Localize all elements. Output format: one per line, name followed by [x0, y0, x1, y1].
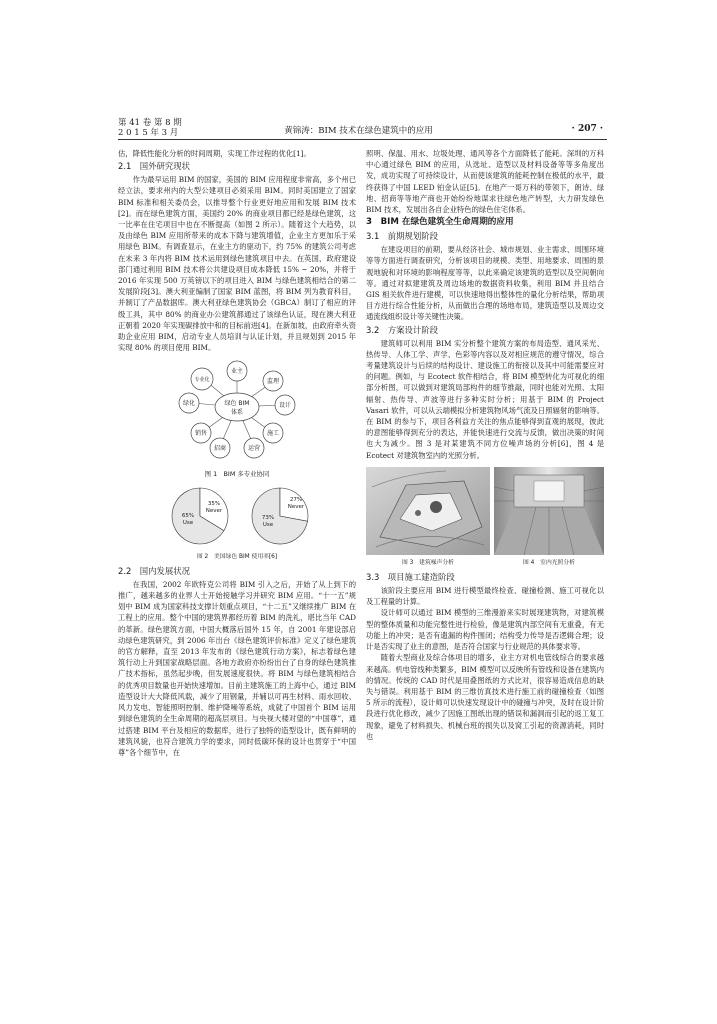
pie2-never-label: Never	[287, 503, 305, 510]
pie2-use-pct: 73%	[261, 514, 275, 521]
figure-2-caption: 图 2 美国绿色 BIM 使用率[6]	[196, 553, 278, 560]
pie1-never-label: Never	[205, 507, 223, 514]
figure-2	[118, 483, 356, 562]
center-label-1: 绿色 BIM	[224, 400, 250, 408]
right-column	[366, 148, 604, 742]
section-3-1-paragraph: 在建设项目的前期，要从经济社会、城市规划、业主需求、周围环境等等方面进行调查研究，分析该项目的规模、类型、用地要求、周围的景观地貌和对环境的影响程度等等，以此来确定该建筑的造型以及空间朝向等。通过对拟建建筑及周边场地的数据资料收集，利用 BIM 并且结合 GIS 相关软件进行建模，可以快速地得出整体性的量化分析结果，帮助项目方进行综合性能分析，从而做出合理的场地布局，建筑造型以及周边交通流线组织设计等关键性决策。	[366, 245, 604, 322]
section-2-2-heading: 2.2 国内发展状况	[118, 565, 190, 576]
pie1-never-pct: 35%	[207, 500, 221, 507]
running-header-title: 黄锦涛：BIM 技术在绿色建筑中的应用	[284, 126, 433, 136]
node-label-operation: 运营	[247, 445, 261, 453]
bim-collaboration-diagram	[118, 357, 356, 465]
section-2-1-paragraph: 作为最早运用 BIM 的国家，美国的 BIM 应用程度非常高，多个州已经立法，要求州内的大型公建项目必须采用 BIM。同时美国建立了国家 BIM 标准和相关委员会，以推导整个行业更好地应用和发展 BIM 技术[2]。而在绿色建筑方面，美国约 20% 的商业项目都已经是绿色建筑，这一比率在住宅项目中也在不断提高（如图 2 所示）。随着这个大趋势，以及由绿色 BIM 应用所带来的成本下降与建筑增值，企业主方更加乐于采用绿色 BIM。有调查显示，在业主方的驱动下，约 75% 的建筑公司考虑在未来 3 年内将 BIM 技术运用到绿色建筑项目中去。在英国，政府建设部门通过利用 BIM 技术将公共建设项目成本降低 15% ~ 20%，并将于 2016 年实现 500 万英镑以下的项目进入 BIM 与绿色建筑相结合的第二发展阶段[3]。澳大利亚编制了国家 BIM 蓝图，将 BIM 列为教育科目，并制订了产品数据库。澳大利亚绿色建筑协会（GBCA）制订了相应的评级工具，其中 80% 的商业办公建筑都通过了该绿色认证，现在澳大利亚正朝着 2020 年实现碳排放中和的目标前进[4]。在新加坡，由政府牵头资助企业应用 BIM，启动专业人员培训与认证计划，并且规划到 2015 年实现 80% 的项目使用 BIM。	[118, 175, 356, 353]
section-3-2-paragraph: 建筑师可以利用 BIM 实分析整个建筑方案的布局造型、通风采光、热传导、人体工学、声学、色彩等内容以及对相应规范的遵守情况，综合考量建筑设计与后续的结构设计、建设施工的衔接以及其中可能需要应对的问题。例如，与 Ecotect 软件相结合，将 BIM 模型转化为可视化的细部分析图，可以做到对建筑局部构件的细节推敲，同时也能对光照、太阳辐射、热传导、声波等进行多种实时分析；用基于 BIM 的 Project Vasari 软件，可以从云端模拟分析建筑物风场气流及日照辐射的影响等。在 BIM 的参与下，项目各利益方关注的焦点能够得到直观的展现，彼此的意图能够得到充分的表达，并能快速进行交流与反馈，做出决策的时间也大为减少。图 3 是对某建筑不同方位噪声场的分析[6]，图 4 是 Ecotect 对建筑物室内的光照分析。	[366, 338, 604, 460]
noise-analysis-image	[366, 467, 490, 555]
figure-1	[118, 357, 356, 478]
page-number: · 207 ·	[571, 124, 603, 134]
section-2-2-paragraph: 在我国，2002 年欧特克公司将 BIM 引入之后，开始了从上到下的推广，越来越多的业界人士开始接触学习并研究 BIM 应用。“十一五”规划中 BIM 成为国家科技支撑计划重点项目，“十二五”又继续推广 BIM 在工程上的应用。整个中国的建筑界都经历着 BIM 的洗礼，堪比当年 CAD 的革新。绿色建筑方面，中国大概落后国外 15 年，自 2001 年建设部启动绿色建筑研究，到 2006 年出台《绿色建筑评价标准》定义了绿色建筑的官方解释，直至 2013 年发布的《绿色建筑行动方案》，标志着绿色建筑行动上升到国家战略层面。各地方政府亦纷纷出台了自身的绿色建筑推广技术指标，虽然起步晚，但发展速度很快。将 BIM 与绿色建筑相结合的优秀项目数量也开始快速增加。目前主建筑施工的上海中心，通过 BIM 造型设计大大降低风载，减少了用钢量，并辅以可再生材料、雨水回收、风力发电、智能照明控制、维护降噪等系统，成就了中国首个 BIM 运用到绿色建筑的全生命周期的超高层项目。与央视大楼对望的“中国尊”，通过搭建 BIM 平台及相应的数据库，进行了独特的造型设计，既有鲜明的建筑风貌，也符合建筑力学的要求，同时低碳环保的设计也贯穿于“中国尊”各个细节中，在	[118, 579, 356, 757]
continued-paragraph: 照明、保温、用水、垃圾处理、通风等各个方面降低了能耗。深圳的万科中心通过绿色 BIM 的应用，从选址、造型以及材料设备等等多角度出发，成功实现了可持续设计，从而使该建筑的能耗控制在极低的水平，最终获得了中国 LEED 铂金认证[5]。在地产一哥万科的带领下，朗诗、绿地、招商等等地产商也开始纷纷地谋求往绿色地产转型，大力研发绿色 BIM 技术，发展出各自企业特色的绿色住宅体系。	[366, 149, 604, 215]
center-node	[215, 393, 259, 421]
section-3-1-heading: 3.1 前期规划阶段	[366, 231, 438, 242]
node-label-design: 设计	[278, 402, 292, 410]
figure-4-caption: 图 4 室内光照分析	[523, 560, 575, 567]
node-label-greening: 绿化	[182, 400, 196, 408]
figure-1-caption: 图 1 BIM 多专业协同	[204, 469, 270, 478]
lighting-analysis-image	[494, 467, 604, 555]
section-3-3-paragraph-3: 随着大型商业及综合体项目的增多，业主方对机电管线综合的要求越来越高。机电管线种类繁多，BIM 模型可以反映所有管线和设备在建筑内的情况。传统的 CAD 时代是用叠图纸的方式比对，很容易造成信息的缺失与错误。利用基于 BIM 的三维仿真技术进行施工前的碰撞检查（如图 5 所示的流程），设计师可以快速发现设计中的碰撞与冲突，及时在设计阶段进行优化修改，减少了因施工图纸出现的错误和漏洞而引起的返工复工现象，避免了材料损失、机械台班的损失以及窝工引起的资源消耗，同时也	[366, 653, 604, 741]
pie2-never-pct: 27%	[289, 496, 303, 503]
journal-date: 2 0 1 5 年 3 月	[118, 128, 179, 138]
node-label-supervision: 监理	[266, 378, 280, 386]
node-label-specialization: 专业化	[194, 377, 210, 384]
figure-4	[494, 467, 604, 568]
section-3-3-paragraph-2: 设计师可以通过 BIM 模型的三维漫游来实时展现建筑物，对建筑模型的整体质量和功能完整性进行检验，像是建筑内部空间有无重叠，有无功能上的冲突；是否有遗漏的构件围闭；结构受力传导是否逻辑合理；设计是否实现了业主的意图，是否符合国家与行业规范的具体要求等。	[366, 608, 604, 652]
section-3-3-paragraph-1: 该阶段主要应用 BIM 进行模型最终检查、碰撞检测、施工可视化以及工程量的计算。	[366, 586, 604, 607]
node-label-construction: 施工	[266, 430, 280, 438]
figures-3-4	[366, 467, 604, 568]
journal-volume: 第 41 卷 第 8 期	[118, 118, 182, 128]
figure-3	[366, 467, 490, 568]
node-label-sales: 销售	[194, 430, 208, 438]
section-3-2-heading: 3.2 方案设计阶段	[366, 324, 438, 335]
node-label-owner: 业主	[230, 368, 244, 376]
header-rule	[118, 139, 607, 140]
left-column	[118, 148, 356, 758]
green-bim-usage-pies	[118, 483, 356, 549]
pie1-use-pct: 65%	[181, 512, 195, 519]
section-3-3-heading: 3.3 项目施工建造阶段	[366, 572, 455, 583]
center-label-2: 体系	[230, 409, 244, 417]
intro-paragraph: 估，降低性能化分析的时间周期，实现工作过程的优化[1]。	[118, 149, 311, 158]
section-3-heading: 3 BIM 在绿色建筑全生命周期的应用	[366, 217, 514, 228]
figure-3-caption: 图 3 建筑噪声分析	[402, 560, 454, 567]
pie1-use-label: Use	[182, 519, 194, 526]
pie2-use-label: Use	[262, 521, 274, 528]
node-label-investment: 招商	[213, 445, 227, 453]
section-2-1-heading: 2.1 国外研究现状	[118, 161, 190, 172]
